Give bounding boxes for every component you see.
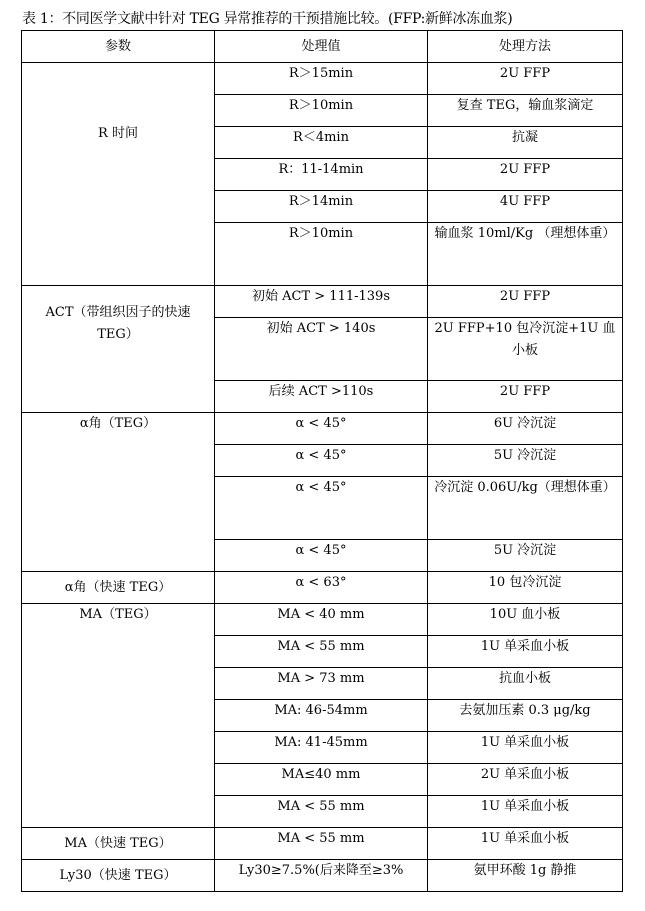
threshold-cell: MA < 55 mm — [215, 828, 428, 860]
threshold-cell: MA: 46-54mm — [215, 700, 428, 732]
intervention-cell: 1U 单采血小板 — [428, 828, 623, 860]
table-row — [22, 604, 623, 636]
param-ly30-rapid-teg: Ly30（快速 TEG） — [22, 860, 215, 892]
intervention-cell: 抗血小板 — [428, 668, 623, 700]
table-row — [22, 286, 623, 318]
intervention-cell: 2U FFP — [428, 159, 623, 191]
threshold-cell: R＞14min — [215, 191, 428, 223]
threshold-cell: MA < 55 mm — [215, 796, 428, 828]
header-intervention: 处理方法 — [428, 31, 623, 63]
intervention-cell: 6U 冷沉淀 — [428, 413, 623, 445]
intervention-cell: 2U FFP — [428, 63, 623, 95]
threshold-cell: MA > 73 mm — [215, 668, 428, 700]
threshold-cell: R＞15min — [215, 63, 428, 95]
intervention-cell: 1U 单采血小板 — [428, 796, 623, 828]
threshold-cell: α < 45° — [215, 445, 428, 477]
threshold-cell: Ly30≥7.5%(后来降至≥3% — [215, 860, 428, 892]
intervention-cell: 2U 单采血小板 — [428, 764, 623, 796]
threshold-cell: R＞10min — [215, 223, 428, 286]
threshold-cell: α < 63° — [215, 572, 428, 604]
intervention-cell: 抗凝 — [428, 127, 623, 159]
table-row — [22, 828, 623, 860]
table-caption: 表 1：不同医学文献中针对 TEG 异常推荐的干预措施比较。(FFP:新鲜冰冻血浆) — [22, 11, 513, 27]
intervention-cell: 2U FFP — [428, 381, 623, 413]
param-act: ACT（带组织因子的快速 TEG） — [22, 286, 215, 413]
param-alpha-angle-rapid-teg: α角（快速 TEG） — [22, 572, 215, 604]
threshold-cell: MA≤40 mm — [215, 764, 428, 796]
threshold-cell: α < 45° — [215, 477, 428, 540]
intervention-cell: 4U FFP — [428, 191, 623, 223]
param-ma-rapid-teg: MA（快速 TEG） — [22, 828, 215, 860]
threshold-cell: R：11-14min — [215, 159, 428, 191]
intervention-cell: 1U 单采血小板 — [428, 636, 623, 668]
intervention-cell: 去氨加压素 0.3 μg/kg — [428, 700, 623, 732]
threshold-cell: 后续 ACT >110s — [215, 381, 428, 413]
table-row — [22, 572, 623, 604]
intervention-cell: 1U 单采血小板 — [428, 732, 623, 764]
intervention-cell: 2U FFP — [428, 286, 623, 318]
intervention-cell: 5U 冷沉淀 — [428, 445, 623, 477]
threshold-cell: MA < 55 mm — [215, 636, 428, 668]
intervention-cell: 冷沉淀 0.06U/kg（理想体重） — [428, 477, 623, 540]
threshold-cell: MA: 41-45mm — [215, 732, 428, 764]
table-row — [22, 63, 623, 95]
threshold-cell: 初始 ACT > 140s — [215, 318, 428, 381]
threshold-cell: R＜4min — [215, 127, 428, 159]
intervention-cell: 5U 冷沉淀 — [428, 540, 623, 572]
intervention-cell: 氨甲环酸 1g 静推 — [428, 860, 623, 892]
threshold-cell: 初始 ACT > 111-139s — [215, 286, 428, 318]
table-row — [22, 860, 623, 892]
param-r-time: R 时间 — [22, 63, 215, 286]
intervention-cell: 2U FFP+10 包冷沉淀+1U 血小板 — [428, 318, 623, 381]
threshold-cell: MA < 40 mm — [215, 604, 428, 636]
table-row — [22, 413, 623, 445]
param-ma-teg: MA（TEG） — [22, 604, 215, 828]
header-threshold: 处理值 — [215, 31, 428, 63]
param-alpha-angle-teg: α角（TEG） — [22, 413, 215, 572]
teg-intervention-table — [21, 30, 623, 892]
header-parameter: 参数 — [22, 31, 215, 63]
threshold-cell: α < 45° — [215, 413, 428, 445]
intervention-cell: 复查 TEG，输血浆滴定 — [428, 95, 623, 127]
intervention-cell: 10 包冷沉淀 — [428, 572, 623, 604]
intervention-cell: 10U 血小板 — [428, 604, 623, 636]
threshold-cell: R＞10min — [215, 95, 428, 127]
intervention-cell: 输血浆 10ml/Kg （理想体重） — [428, 223, 623, 286]
threshold-cell: α < 45° — [215, 540, 428, 572]
